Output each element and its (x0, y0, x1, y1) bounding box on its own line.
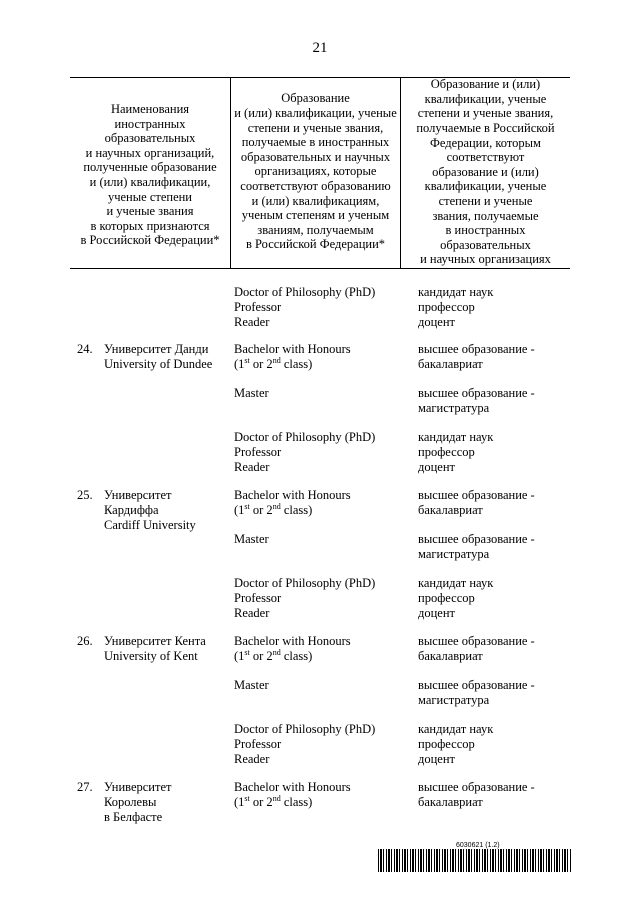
page-number: 21 (312, 40, 328, 56)
row-27-number: 27. (77, 780, 93, 794)
row-24-master: Master (234, 386, 269, 400)
row-26-master-russian: высшее образование - магистратура (418, 678, 535, 707)
row-24-master-russian: высшее образование - магистратура (418, 386, 535, 415)
row-26-phd-russian: кандидат наук профессор доцент (418, 722, 494, 766)
row-27-class: (1st or 2nd class) (234, 793, 313, 809)
row-26-bachelor: Bachelor with Honours (234, 634, 351, 648)
row-26-bachelor-russian: высшее образование - бакалавриат (418, 634, 535, 663)
row-26-number: 26. (77, 634, 93, 648)
barcode-label: 6030621 (1.2) (456, 842, 500, 849)
header-col-russian-qualification: Образование и (или) квалификации, ученые степени и ученые звания, получаемые в Российской Федерации, которым соответствуют образование и (или) квалификации, ученые степени и ученые звания, получаемые в иностранных образовательных и научных организациях (416, 77, 555, 267)
row-26-institution: Университет Кента University of Kent (104, 634, 206, 663)
cont-phd-foreign: Doctor of Philosophy (PhD) Professor Reader (234, 285, 376, 329)
row-25-phd-russian: кандидат наук профессор доцент (418, 576, 494, 620)
barcode-icon (378, 849, 571, 872)
row-25-number: 25. (77, 488, 93, 502)
row-25-class: (1st or 2nd class) (234, 501, 313, 517)
row-24-phd: Doctor of Philosophy (PhD) Professor Reader (234, 430, 376, 474)
header-col-institution: Наименования иностранных образовательных и научных организаций, полученные образование и (или) квалификации, ученые степени и ученые звания в которых признаются в Российской Федерации* (70, 78, 231, 268)
row-27-institution: Университет Королевы в Белфасте (104, 780, 172, 824)
row-26-phd: Doctor of Philosophy (PhD) Professor Reader (234, 722, 376, 766)
row-24-phd-russian: кандидат наук профессор доцент (418, 430, 494, 474)
row-26-class: (1st or 2nd class) (234, 647, 313, 663)
row-24-bachelor-russian: высшее образование - бакалавриат (418, 342, 535, 371)
cont-phd-russian: кандидат наук профессор доцент (418, 285, 494, 329)
row-25-phd: Doctor of Philosophy (PhD) Professor Reader (234, 576, 376, 620)
row-24-bachelor: Bachelor with Honours (234, 342, 351, 356)
row-24-number: 24. (77, 342, 93, 356)
row-25-bachelor: Bachelor with Honours (234, 488, 351, 502)
row-25-master: Master (234, 532, 269, 546)
row-24-class: (1st or 2nd class) (234, 355, 313, 371)
row-25-bachelor-russian: высшее образование - бакалавриат (418, 488, 535, 517)
table-header (70, 77, 570, 269)
row-27-bachelor: Bachelor with Honours (234, 780, 351, 794)
row-25-master-russian: высшее образование - магистратура (418, 532, 535, 561)
row-24-institution: Университет Данди University of Dundee (104, 342, 213, 371)
header-col-foreign-qualification: Образование и (или) квалификации, ученые степени и ученые звания, получаемые в иностранных образовательных и научных организациях, которые соответствуют образованию и (или) квалификациям, ученым степеням и ученым званиям, получаемым в Российской Федерации* (231, 78, 401, 268)
row-25-institution: Университет Кардиффа Cardiff University (104, 488, 196, 532)
row-26-master: Master (234, 678, 269, 692)
row-27-bachelor-russian: высшее образование - бакалавриат (418, 780, 535, 809)
